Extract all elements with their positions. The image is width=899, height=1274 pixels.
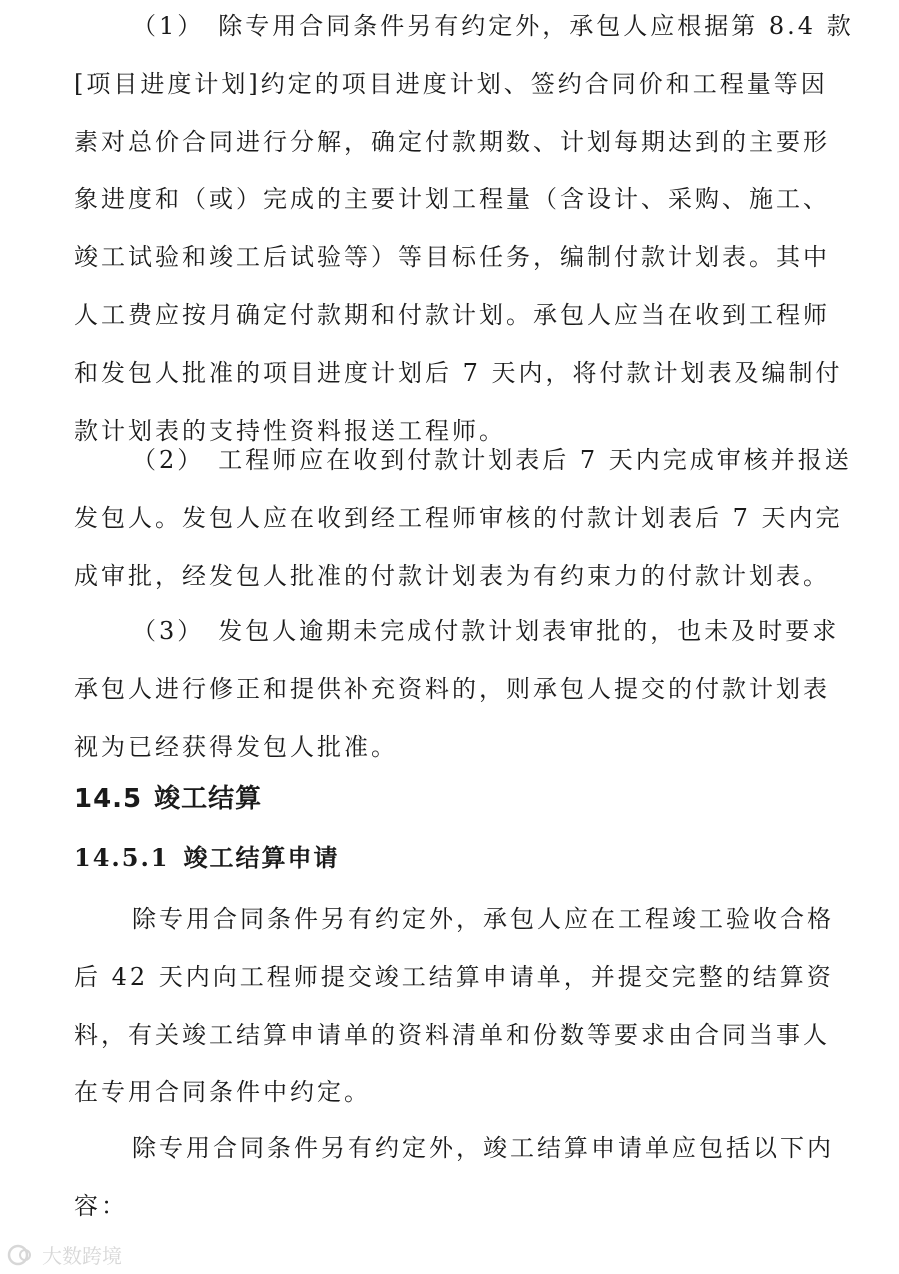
line-text: 除专用合同条件另有约定外，承包人应根据第 8.4 款 bbox=[218, 12, 854, 40]
text-line: 后 42 天内向工程师提交竣工结算申请单，并提交完整的结算资 bbox=[74, 962, 834, 991]
item-number: （1） bbox=[132, 12, 205, 40]
text-line: 在专用合同条件中约定。 bbox=[74, 1078, 371, 1107]
text-line: 除专用合同条件另有约定外，承包人应在工程竣工验收合格 bbox=[132, 905, 834, 933]
text-line: 竣工试验和竣工后试验等）等目标任务，编制付款计划表。其中 bbox=[74, 243, 830, 272]
paragraph-3 bbox=[74, 603, 840, 776]
paragraph-4 bbox=[74, 891, 834, 1122]
section-title: 竣工结算 bbox=[154, 784, 263, 814]
text-line bbox=[74, 0, 854, 56]
text-line bbox=[74, 432, 852, 490]
paragraph-2 bbox=[74, 432, 852, 605]
line-text: 发包人逾期未完成付款计划表审批的，也未及时要求 bbox=[218, 617, 840, 645]
watermark bbox=[6, 1240, 122, 1269]
line-text: 工程师应在收到付款计划表后 7 天内完成审核并报送 bbox=[218, 446, 852, 474]
brand-logo-icon bbox=[6, 1243, 36, 1267]
text-line: 人工费应按月确定付款期和付款计划。承包人应当在收到工程师 bbox=[74, 300, 830, 329]
text-line: 素对总价合同进行分解，确定付款期数、计划每期达到的主要形 bbox=[74, 127, 830, 156]
text-line: 成审批，经发包人批准的付款计划表为有约束力的付款计划表。 bbox=[74, 561, 830, 590]
item-number: （3） bbox=[132, 617, 205, 645]
text-line: 和发包人批准的项目进度计划后 7 天内，将付款计划表及编制付 bbox=[74, 358, 843, 387]
text-line: 承包人进行修正和提供补充资料的，则承包人提交的付款计划表 bbox=[74, 674, 830, 703]
text-line: 料，有关竣工结算申请单的资料清单和份数等要求由合同当事人 bbox=[74, 1020, 830, 1049]
section-heading bbox=[74, 778, 262, 815]
text-line: 象进度和（或）完成的主要计划工程量（含设计、采购、施工、 bbox=[74, 185, 830, 214]
watermark-text: 大数跨境 bbox=[42, 1244, 122, 1268]
section-number: 14.5 bbox=[74, 784, 143, 814]
text-line: 款计划表的支持性资料报送工程师。 bbox=[74, 416, 506, 445]
subsection-number: 14.5.1 bbox=[74, 843, 170, 872]
text-line: 视为已经获得发包人批准。 bbox=[74, 732, 398, 761]
text-line: 除专用合同条件另有约定外，竣工结算申请单应包括以下内 bbox=[132, 1134, 834, 1162]
subsection-title: 竣工结算申请 bbox=[183, 843, 340, 872]
text-line: 发包人。发包人应在收到经工程师审核的付款计划表后 7 天内完 bbox=[74, 503, 843, 532]
subsection-heading bbox=[74, 838, 340, 873]
text-line bbox=[74, 603, 840, 661]
paragraph-5 bbox=[74, 1120, 834, 1236]
text-line: [项目进度计划]约定的项目进度计划、签约合同价和工程量等因 bbox=[74, 69, 828, 98]
item-number: （2） bbox=[132, 446, 205, 474]
text-line: 容： bbox=[74, 1191, 128, 1220]
